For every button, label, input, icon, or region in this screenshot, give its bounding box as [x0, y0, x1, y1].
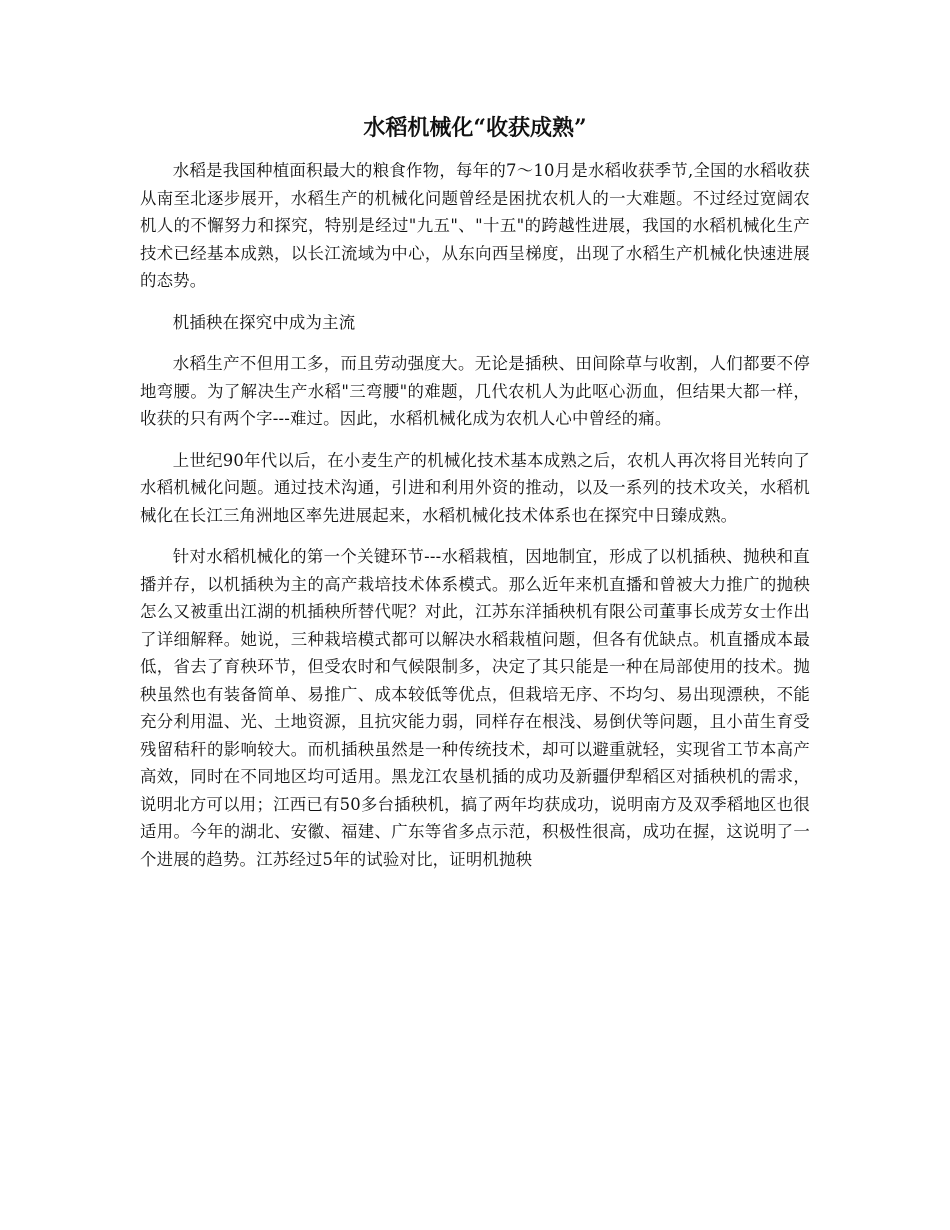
paragraph-transplanting: 针对水稻机械化的第一个关键环节---水稻栽植，因地制宜，形成了以机插秧、抛秧和直播并存，以机插秧为主的高产栽培技术体系模式。那么近年来机直播和曾被大力推广的抛秧怎么又被重出江湖的机插秧所替代呢？对此，江苏东洋插秧机有限公司董事长成芳女士作出了详细解释。她说，三种栽培模式都可以解决水稻栽植问题，但各有优缺点。机直播成本最低，省去了育秧环节，但受农时和气候限制多，决定了其只能是一种在局部使用的技术。抛秧虽然也有装备简单、易推广、成本较低等优点，但栽培无序、不均匀、易出现漂秧，不能充分利用温、光、土地资源，且抗灾能力弱，同样存在根浅、易倒伏等问题，且小苗生育受残留秸秆的影响较大。而机插秧虽然是一种传统技术，却可以避重就轻，实现省工节本高产高效，同时在不同地区均可适用。黑龙江农垦机插的成功及新疆伊犁稻区对插秧机的需求，说明北方可以用；江西已有50多台插秧机，搞了两年均获成功，说明南方及双季稻地区也很适用。今年的湖北、安徽、福建、广东等省多点示范，积极性很高，成功在握，这说明了一个进展的趋势。江苏经过5年的试验对比，证明机抛秧 [140, 547, 810, 869]
paragraph-labor: 水稻生产不但用工多，而且劳动强度大。无论是插秧、田间除草与收割，人们都要不停地弯腰。为了解决生产水稻"三弯腰"的难题，几代农机人为此呕心沥血，但结果大都一样，收获的只有两个字---难过。因此，水稻机械化成为农机人心中曾经的痛。 [140, 354, 810, 428]
document-title: 水稻机械化“收获成熟” [363, 115, 587, 141]
paragraph-intro: 水稻是我国种植面积最大的粮食作物，每年的7～10月是水稻收获季节,全国的水稻收获从南至北逐步展开，水稻生产的机械化问题曾经是困扰农机人的一大难题。不过经过宽阔农机人的不懈努力和探究，特别是经过"九五"、"十五"的跨越性进展，我国的水稻机械化生产技术已经基本成熟，以长江流域为中心，从东向西呈梯度，出现了水稻生产机械化快速进展的态势。 [140, 161, 810, 290]
section-subheading: 机插秧在探究中成为主流 [172, 312, 356, 332]
document-body [140, 157, 810, 887]
paragraph-1990s: 上世纪90年代以后，在小麦生产的机械化技术基本成熟之后，农机人再次将目光转向了水稻机械化问题。通过技术沟通，引进和利用外资的推动，以及一系列的技术攻关，水稻机械化在长江三角洲地区率先进展起来，水稻机械化技术体系也在探究中日臻成熟。 [140, 450, 810, 525]
